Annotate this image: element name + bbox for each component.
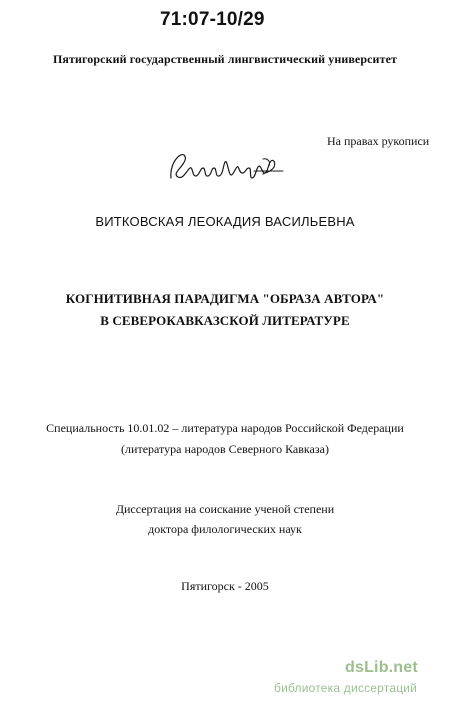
degree-line-1: Диссертация на соискание ученой степени [115, 502, 335, 516]
catalog-code: 71:07-10/29 [160, 9, 265, 30]
dissertation-title-line-2: В СЕВЕРОКАВКАЗСКОЙ ЛИТЕРАТУРЕ [100, 313, 350, 328]
rights-note: На правах рукописи [327, 134, 430, 148]
author-name: ВИТКОВСКАЯ ЛЕОКАДИЯ ВАСИЛЬЕВНА [95, 214, 355, 229]
dissertation-title-line-1: КОГНИТИВНАЯ ПАРАДИГМА "ОБРАЗА АВТОРА" [65, 291, 385, 306]
city-year: Пятигорск - 2005 [181, 579, 269, 593]
degree-line-2: доктора филологических наук [148, 522, 302, 536]
university-name: Пятигорский государственный лингвистический университет [53, 52, 397, 66]
specialty-line-2: (литература народов Северного Кавказа) [121, 442, 329, 456]
handwritten-signature [155, 150, 285, 192]
watermark-brand: dsLib.net [345, 659, 418, 676]
watermark-subtitle: библиотека диссертаций [274, 681, 418, 695]
specialty-line-1: Специальность 10.01.02 – литература народов Российской Федерации [46, 421, 404, 435]
